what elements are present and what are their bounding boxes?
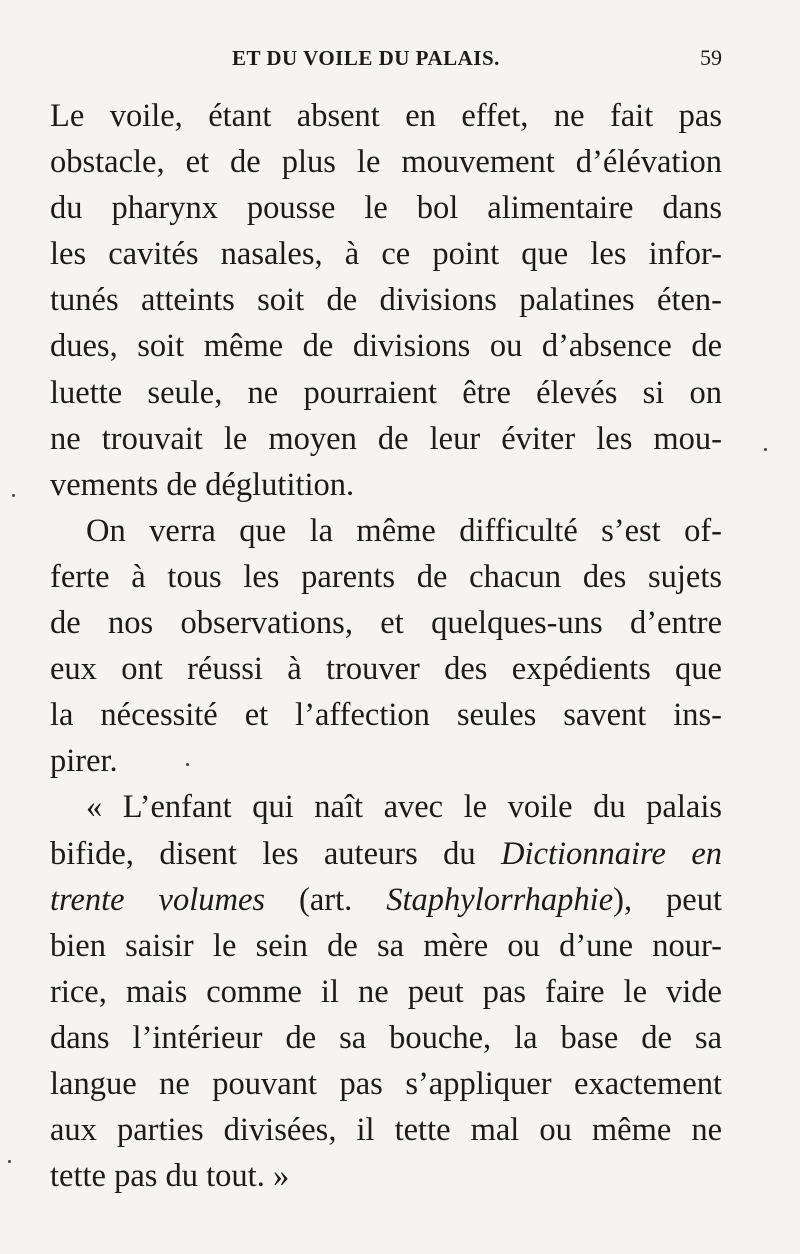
- text-line: de nos observations, et quelques-uns d’entre: [50, 605, 722, 642]
- paragraph-2: [50, 508, 722, 785]
- text-span: (art.: [265, 881, 387, 918]
- text-line: On verra que la même difficulté s’est of-: [86, 512, 722, 549]
- running-head: ET DU VOILE DU PALAIS.: [232, 46, 500, 70]
- ink-speck: [8, 1160, 11, 1163]
- text-line: « L’enfant qui naît avec le voile du palais: [86, 789, 722, 826]
- text-line: ferte à tous les parents de chacun des sujets: [50, 558, 722, 595]
- text-line: luette seule, ne pourraient être élevés si on: [50, 374, 722, 411]
- text-line: bien saisir le sein de sa mère ou d’une nour-: [50, 927, 722, 964]
- text-line: Le voile, étant absent en effet, ne fait pas: [50, 98, 722, 134]
- text-line: pirer.: [50, 743, 118, 780]
- paragraph-1: [50, 93, 722, 508]
- text-line: [50, 877, 722, 923]
- italic-term: Staphylorrhaphie: [386, 881, 614, 918]
- text-line: tette pas du tout. »: [50, 1158, 290, 1195]
- text-span: bifide, disent les auteurs du: [50, 835, 502, 872]
- ink-speck: [12, 494, 15, 497]
- text-line: rice, mais comme il ne peut pas faire le vide: [50, 973, 722, 1010]
- text-line: ne trouvait le moyen de leur éviter les mou-: [50, 420, 722, 457]
- text-span: ), peut: [613, 881, 722, 918]
- body-text: [50, 93, 722, 1199]
- page-header: [50, 40, 722, 76]
- text-line: la nécessité et l’affection seules savent ins-: [50, 697, 722, 734]
- text-line: langue ne pouvant pas s’appliquer exactement: [50, 1065, 722, 1102]
- text-line: du pharynx pousse le bol alimentaire dans: [50, 190, 722, 227]
- text-line: dues, soit même de divisions ou d’absence de: [50, 328, 722, 365]
- italic-title: Dictionnaire en: [501, 835, 722, 872]
- text-line: obstacle, et de plus le mouvement d’élévation: [50, 144, 722, 181]
- text-line: tunés atteints soit de divisions palatines éten-: [50, 282, 722, 319]
- paragraph-3: [50, 784, 722, 1199]
- italic-title: trente volumes: [50, 881, 266, 918]
- page-number: 59: [700, 45, 722, 70]
- text-line: eux ont réussi à trouver des expédients que: [50, 651, 722, 688]
- text-line: [50, 831, 722, 877]
- ink-speck: [186, 763, 189, 766]
- text-line: les cavités nasales, à ce point que les infor-: [50, 236, 722, 273]
- text-line: vements de déglutition.: [50, 466, 355, 503]
- text-line: dans l’intérieur de sa bouche, la base de sa: [50, 1019, 722, 1056]
- ink-speck: [764, 448, 767, 451]
- text-line: aux parties divisées, il tette mal ou même ne: [50, 1112, 722, 1149]
